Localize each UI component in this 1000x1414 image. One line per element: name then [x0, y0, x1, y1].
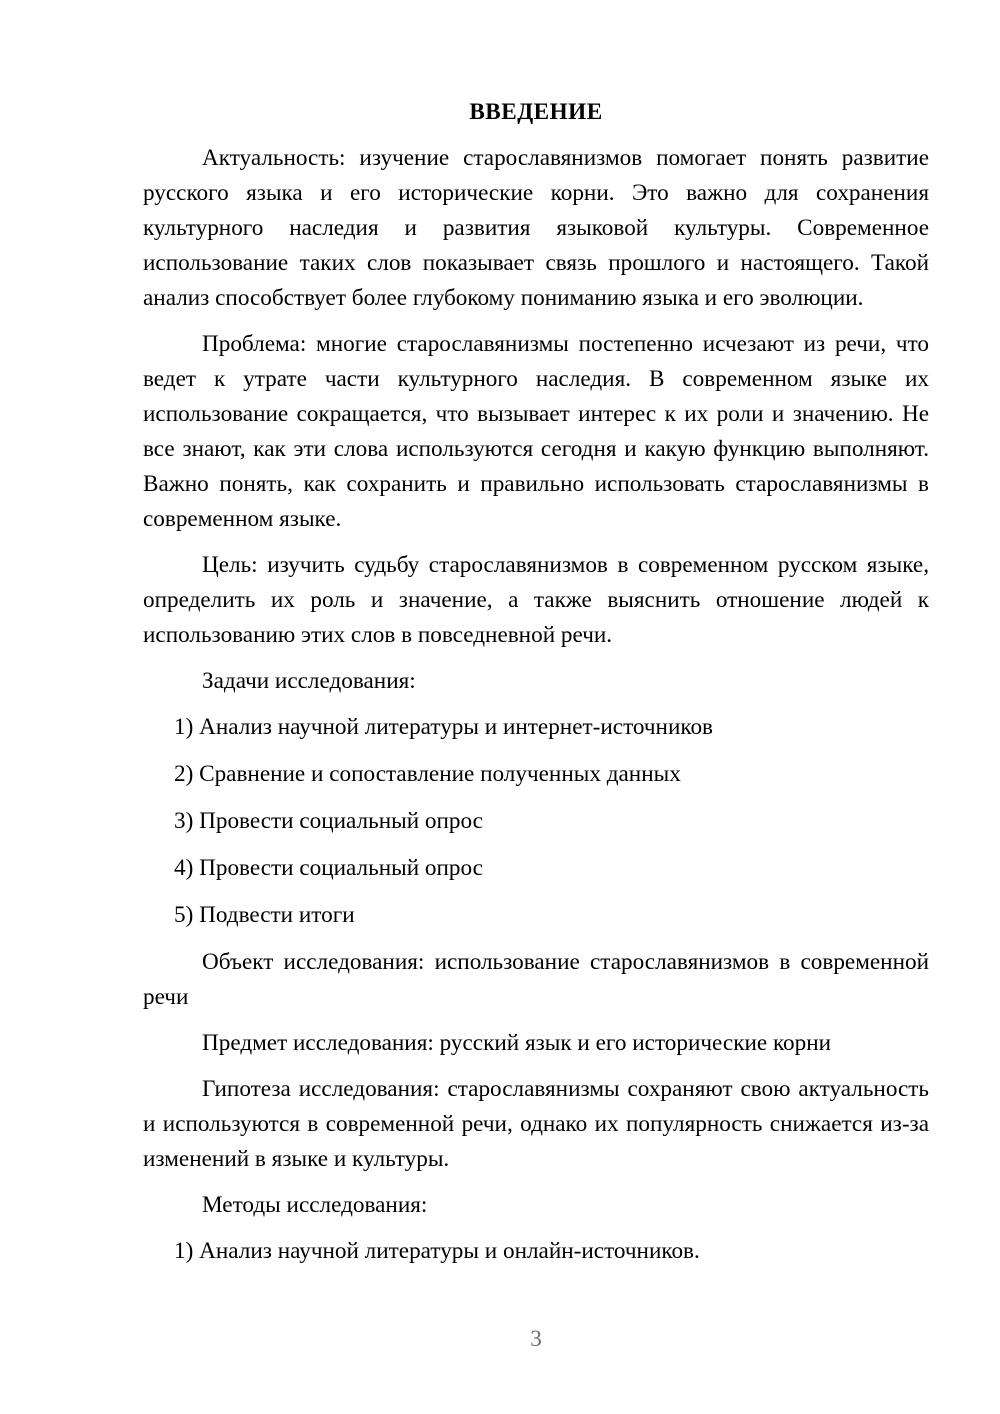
page-title: ВВЕДЕНИЕ — [469, 99, 603, 125]
task-item: 3) Провести социальный опрос — [174, 808, 483, 834]
paragraph-relevance: Актуальность: изучение старославянизмов помогает понять развитие русского языка и его исторические корни. Это важно для сохранения культурного наследия и развития языковой культуры. Современное использование таких слов показывает связь прошлого и настоящего. Такой анализ способствует более глубокому пониманию языка и его эволюции. — [143, 145, 929, 311]
task-item: 1) Анализ научной литературы и интернет-источников — [174, 714, 713, 740]
task-item: 5) Подвести итоги — [174, 902, 355, 928]
methods-list — [143, 1234, 929, 1269]
task-item: 2) Сравнение и сопоставление полученных данных — [174, 761, 681, 787]
paragraph-subject: Предмет исследования: русский язык и его исторические корни — [202, 1030, 832, 1056]
paragraph-hypothesis: Гипотеза исследования: старославянизмы сохраняют свою актуальность и используются в современной речи, однако их популярность снижается из-за изменений в языке и культуры. — [143, 1076, 929, 1172]
method-item: 1) Анализ научной литературы и онлайн-источников. — [174, 1238, 700, 1264]
tasks-list — [143, 710, 929, 933]
paragraph-object: Объект исследования: использование старославянизмов в современной речи — [143, 949, 929, 1010]
methods-heading: Методы исследования: — [202, 1192, 428, 1218]
paragraph-goal: Цель: изучить судьбу старославянизмов в современном русском языке, определить их роль и значение, а также выяснить отношение людей к использованию этих слов в повседневной речи. — [143, 552, 929, 648]
task-item: 4) Провести социальный опрос — [174, 855, 483, 881]
paragraph-problem: Проблема: многие старославянизмы постепенно исчезают из речи, что ведет к утрате части культурного наследия. В современном языке их использование сокращается, что вызывает интерес к их роли и значению. Не все знают, как эти слова используются сегодня и какую функцию выполняют. Важно понять, как сохранить и правильно использовать старославянизмы в современном языке. — [143, 331, 929, 532]
page-number: 3 — [530, 1326, 542, 1352]
tasks-heading: Задачи исследования: — [202, 668, 416, 694]
